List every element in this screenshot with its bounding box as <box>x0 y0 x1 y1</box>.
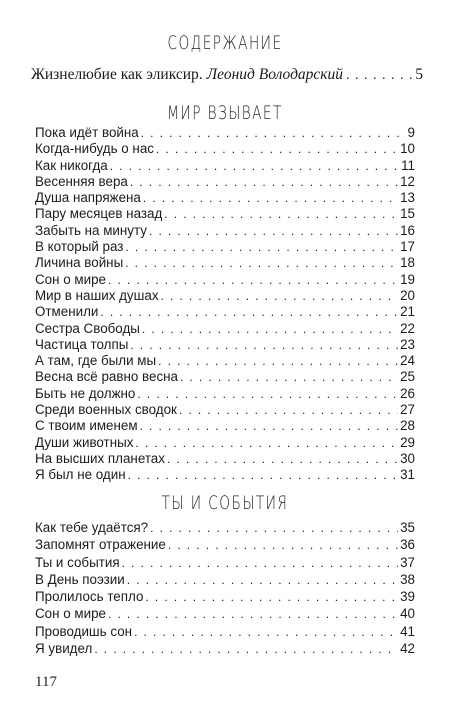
leader-dots <box>127 573 398 587</box>
toc-entry-title: Ты и события <box>35 554 120 570</box>
toc-entry-page: 9 <box>407 125 415 140</box>
toc-section-1 <box>35 125 415 484</box>
toc-entry <box>35 206 415 222</box>
toc-entry-title: Пролилось тепло <box>35 589 144 605</box>
toc-entry-page: 23 <box>400 336 415 352</box>
toc-entry <box>35 158 415 174</box>
leader-dots <box>158 354 398 368</box>
leader-dots <box>100 305 398 319</box>
intro-entry <box>31 66 423 84</box>
toc-entry-page: 39 <box>400 589 415 605</box>
toc-entry <box>35 272 415 288</box>
toc-entry-title: Я увидел <box>35 641 93 657</box>
toc-entry-page: 17 <box>400 239 415 255</box>
toc-entry-title: Весенняя вера <box>35 173 128 189</box>
toc-entry <box>35 369 415 385</box>
toc-entry-title: Пару месяцев назад <box>35 206 163 222</box>
toc-entry-title: Частица толпы <box>35 336 129 352</box>
leader-dots <box>125 240 398 254</box>
section-heading-ty-i-sobytiya: ТЫ И СОБЫТИЯ <box>161 492 289 514</box>
toc-entry <box>35 125 415 141</box>
toc-entry-title: А там, где были мы <box>35 353 157 369</box>
toc-entry <box>35 624 415 641</box>
toc-entry <box>35 386 415 402</box>
toc-entry-title: Я был не один <box>35 467 126 483</box>
leader-dots <box>141 126 401 140</box>
leader-dots <box>150 521 398 535</box>
toc-entry-page: 29 <box>400 434 415 450</box>
leader-dots <box>130 338 398 352</box>
toc-entry <box>35 353 415 369</box>
toc-entry-page: 30 <box>400 450 415 466</box>
leader-dots <box>143 191 398 205</box>
toc-entry <box>35 223 415 239</box>
toc-entry-page: 16 <box>400 222 415 238</box>
toc-entry-page: 18 <box>400 255 415 271</box>
leader-dots <box>180 370 398 384</box>
toc-entry-page: 20 <box>400 287 415 303</box>
leader-dots <box>156 142 398 156</box>
toc-entry <box>35 288 415 304</box>
toc-entry-title: Запомнят отражение <box>35 537 166 553</box>
toc-entry <box>35 321 415 337</box>
toc-entry-page: 21 <box>400 304 415 320</box>
leader-dots <box>110 159 399 173</box>
page-number: 117 <box>35 674 57 690</box>
toc-entry <box>35 467 415 483</box>
toc-entry-page: 37 <box>400 554 415 570</box>
toc-entry-page: 31 <box>400 467 415 483</box>
toc-entry-page: 24 <box>400 353 415 369</box>
toc-entry <box>35 304 415 320</box>
leader-dots <box>128 468 398 482</box>
toc-entry-page: 26 <box>400 385 415 401</box>
toc-entry-title: Душа напряжена <box>35 190 141 206</box>
leader-dots <box>94 642 398 656</box>
toc-entry-title: Сестра Свободы <box>35 320 140 336</box>
toc-entry <box>35 435 415 451</box>
toc-entry-page: 40 <box>400 606 415 622</box>
toc-entry-title: Проводишь сон <box>35 623 133 639</box>
toc-entry-title: Пока идёт война <box>35 125 139 140</box>
toc-entry-title: Отменили <box>35 304 99 320</box>
toc-entry <box>35 589 415 606</box>
leader-dots <box>108 273 398 287</box>
contents-heading: СОДЕРЖАНИЕ <box>167 32 283 54</box>
toc-entry-page: 27 <box>400 402 415 418</box>
toc-entry-title: Как тебе удаётся? <box>35 520 149 535</box>
intro-author: Леонид Володарский <box>206 66 344 83</box>
toc-entry <box>35 520 415 537</box>
toc-entry-title: Души животных <box>35 434 134 450</box>
leader-dots <box>122 556 399 570</box>
toc-entry-page: 36 <box>400 537 415 553</box>
toc-entry-page: 15 <box>400 206 415 222</box>
leader-dots <box>140 419 399 433</box>
toc-entry-page: 19 <box>400 271 415 287</box>
leader-dots <box>135 436 398 450</box>
leader-dots <box>137 387 398 401</box>
toc-entry-title: Среди военных сводок <box>35 402 177 418</box>
leader-dots <box>167 452 398 466</box>
toc-entry-title: На высших планетах <box>35 450 165 466</box>
intro-page: 5 <box>415 66 423 83</box>
toc-entry-title: В который раз <box>35 239 124 255</box>
toc-entry-page: 28 <box>400 418 415 434</box>
toc-entry <box>35 555 415 572</box>
leader-dots <box>161 289 399 303</box>
leader-dots <box>179 403 398 417</box>
toc-entry <box>35 418 415 434</box>
toc-entry-title: Быть не должно <box>35 385 136 401</box>
toc-entry <box>35 572 415 589</box>
leader-dots <box>149 224 398 238</box>
toc-entry-page: 22 <box>400 320 415 336</box>
toc-entry-title: Сон о мире <box>35 606 106 622</box>
toc-entry-title: В День поэзии <box>35 571 125 587</box>
toc-entry-page: 42 <box>400 641 415 657</box>
leader-dots <box>142 322 398 336</box>
toc-section-2 <box>35 520 415 658</box>
toc-entry-page: 35 <box>400 520 415 535</box>
toc-entry-title: Личина войны <box>35 255 124 271</box>
toc-entry <box>35 641 415 658</box>
toc-entry <box>35 402 415 418</box>
toc-entry <box>35 537 415 554</box>
toc-entry <box>35 255 415 271</box>
leader-dots <box>346 68 412 84</box>
toc-entry <box>35 239 415 255</box>
toc-entry-title: Забыть на минуту <box>35 222 147 238</box>
section-heading-mir-vzyvaet: МИР ВЗЫВАЕТ <box>167 102 283 124</box>
toc-entry-page: 25 <box>400 369 415 385</box>
toc-entry-page: 13 <box>400 190 415 206</box>
toc-entry-title: Как никогда <box>35 157 108 173</box>
toc-entry <box>35 190 415 206</box>
intro-title: Жизнелюбие как эликсир. <box>31 66 203 83</box>
leader-dots <box>168 538 398 552</box>
toc-entry <box>35 141 415 157</box>
toc-entry-page: 11 <box>401 157 415 173</box>
toc-entry-page: 38 <box>400 571 415 587</box>
leader-dots <box>164 207 398 221</box>
toc-entry-page: 12 <box>400 173 415 189</box>
toc-entry <box>35 337 415 353</box>
toc-entry-page: 41 <box>400 623 415 639</box>
toc-entry-title: Сон о мире <box>35 271 106 287</box>
toc-entry-title: Когда-нибудь о нас <box>35 141 154 157</box>
toc-entry-title: Весна всё равно весна <box>35 369 178 385</box>
leader-dots <box>108 607 398 621</box>
leader-dots <box>145 590 398 604</box>
leader-dots <box>130 175 398 189</box>
toc-entry <box>35 451 415 467</box>
toc-entry-page: 10 <box>400 141 415 157</box>
toc-entry-title: Мир в наших душах <box>35 287 159 303</box>
toc-entry <box>35 606 415 623</box>
toc-entry-title: С твоим именем <box>35 418 138 434</box>
leader-dots <box>125 256 398 270</box>
toc-entry <box>35 174 415 190</box>
leader-dots <box>134 625 398 639</box>
